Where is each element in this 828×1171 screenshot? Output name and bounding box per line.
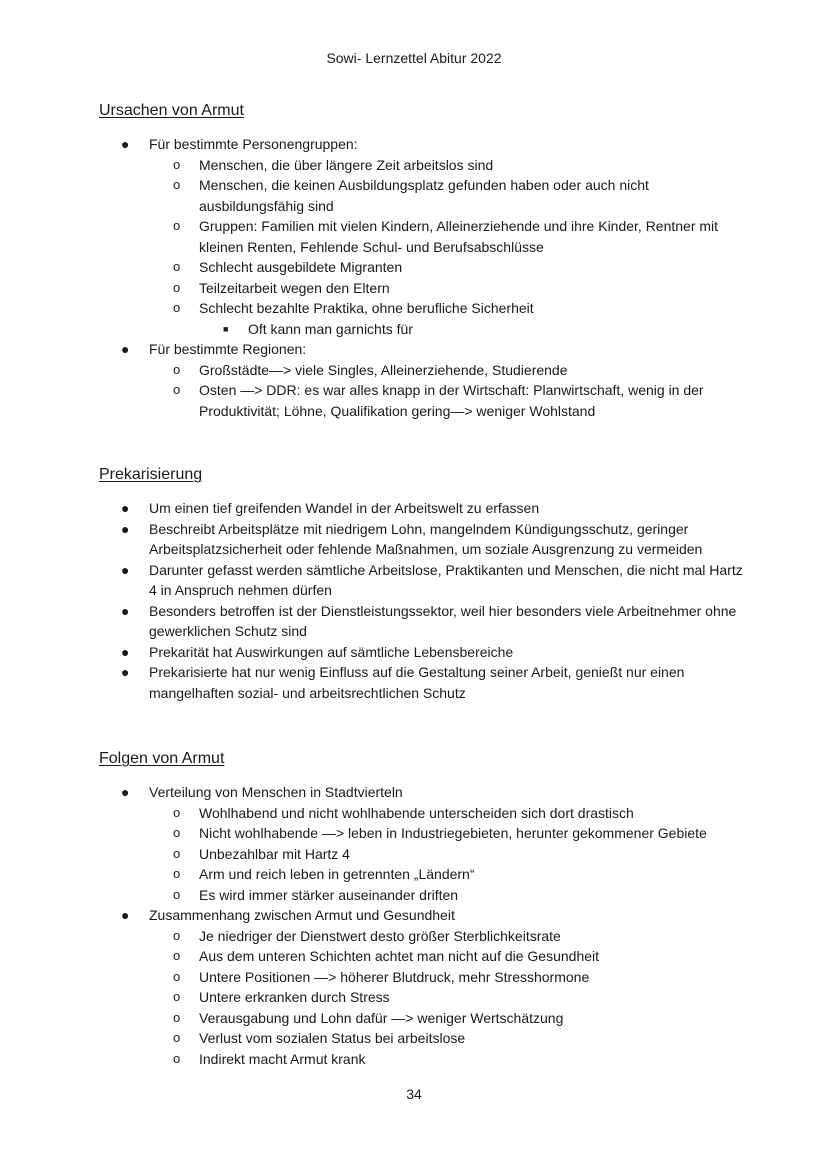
list-item: o Unbezahlbar mit Hartz 4 (0, 844, 828, 865)
list-item: o Verlust vom sozialen Status bei arbeitslose (0, 1028, 828, 1049)
circle-bullet-icon: o (173, 1050, 181, 1066)
list-item: o Wohlhabend und nicht wohlhabende unterscheiden sich dort drastisch (0, 803, 828, 824)
page-header: Sowi- Lernzettel Abitur 2022 (326, 50, 502, 66)
bullet-icon: ● (121, 136, 130, 152)
list-item: ● Beschreibt Arbeitsplätze mit niedrigem Lohn, mangelndem Kündigungsschutz, geringer Arbeitsplatzsicherheit oder fehlende Maßnahmen, um soziale Ausgrenzung zu vermeiden (121, 520, 703, 557)
circle-bullet-icon: o (173, 804, 181, 820)
circle-bullet-icon: o (173, 886, 181, 902)
list-item: ■ Oft kann man garnichts für (0, 319, 828, 340)
section-heading: Folgen von Armut (99, 750, 225, 767)
circle-bullet-icon: o (173, 927, 181, 943)
list-item: o Untere Positionen —> höherer Blutdruck, mehr Stresshormone (0, 967, 828, 988)
bullet-icon: ● (121, 561, 130, 578)
list-item: o Arm und reich leben in getrennten „Ländern“ (0, 864, 828, 885)
circle-bullet-icon: o (173, 1009, 181, 1025)
bullet-icon: ● (121, 664, 130, 680)
list-item: ● Prekarisierte hat nur wenig Einfluss auf die Gestaltung seiner Arbeit, genießt nur einen mangelhaften sozial- und arbeitsrechtlichen Schutz (121, 664, 685, 701)
circle-bullet-icon: o (173, 382, 181, 397)
bullet-icon: ● (121, 500, 130, 516)
section-heading: Ursachen von Armut (99, 102, 244, 119)
list-item: ● Besonders betroffen ist der Dienstleistungssektor, weil hier besonders viele Arbeitnehmer ohne gewerklichen Schutz sind (121, 602, 737, 639)
circle-bullet-icon: o (173, 866, 181, 881)
circle-bullet-icon: o (173, 845, 181, 861)
circle-bullet-icon: o (173, 1030, 181, 1045)
list-item: o Schlecht bezahlte Praktika, ohne berufliche Sicherheit (0, 298, 828, 319)
circle-bullet-icon: o (173, 279, 181, 295)
list-item: o Es wird immer stärker auseinander driften (0, 885, 828, 906)
section-heading: Prekarisierung (99, 466, 203, 483)
list-item: ● Für bestimmte Regionen: (0, 339, 828, 360)
circle-bullet-icon: o (173, 968, 181, 984)
list-item: o Menschen, die über längere Zeit arbeitslos sind (0, 155, 828, 176)
list-item: o Großstädte—> viele Singles, Alleinerziehende, Studierende (0, 360, 828, 381)
circle-bullet-icon: o (173, 948, 181, 963)
circle-bullet-icon: o (173, 259, 181, 274)
list-item: ● Verteilung von Menschen in Stadtvierteln (0, 782, 828, 803)
list-item: ● Um einen tief greifenden Wandel in der Arbeitswelt zu erfassen (0, 498, 828, 519)
bullet-icon: ● (121, 907, 130, 923)
square-bullet-icon: ■ (223, 323, 229, 334)
list-item: o Nicht wohlhabende —> leben in Industriegebieten, herunter gekommener Gebiete (0, 823, 828, 844)
circle-bullet-icon: o (173, 300, 181, 315)
bullet-icon: ● (121, 341, 130, 357)
circle-bullet-icon: o (173, 156, 181, 172)
list-item: ● Prekarität hat Auswirkungen auf sämtliche Lebensbereiche (0, 642, 828, 663)
circle-bullet-icon: o (173, 361, 181, 377)
list-item: ● Für bestimmte Personengruppen: (0, 134, 828, 155)
list-item: ● Darunter gefasst werden sämtliche Arbeitslose, Praktikanten und Menschen, die nicht mal Hartz 4 in Anspruch nehmen dürfen (121, 561, 743, 598)
bullet-icon: ● (121, 784, 130, 800)
list-item: o Menschen, die keinen Ausbildungsplatz gefunden haben oder auch nicht ausbildungsfähig sind (173, 177, 649, 214)
bullet-icon: ● (121, 520, 130, 537)
list-item: o Untere erkranken durch Stress (0, 987, 828, 1008)
circle-bullet-icon: o (173, 989, 181, 1004)
list-item: o Aus dem unteren Schichten achtet man nicht auf die Gesundheit (0, 946, 828, 967)
list-item: o Osten —> DDR: es war alles knapp in der Wirtschaft: Planwirtschaft, wenig in der Produktivität; Löhne, Qualifikation gering—> weniger Wohlstand (173, 382, 704, 419)
circle-bullet-icon: o (173, 825, 181, 840)
list-item: o Gruppen: Familien mit vielen Kindern, Alleinerziehende und ihre Kinder, Rentner mit kleinen Renten, Fehlende Schul- und Berufsabschlüsse (173, 218, 719, 255)
circle-bullet-icon: o (173, 218, 181, 233)
bullet-icon: ● (121, 643, 130, 660)
list-item: o Verausgabung und Lohn dafür —> weniger Wertschätzung (0, 1008, 828, 1029)
list-item: ● Zusammenhang zwischen Armut und Gesundheit (0, 905, 828, 926)
circle-bullet-icon: o (173, 177, 181, 192)
list-item: o Je niedriger der Dienstwert desto größer Sterblichkeitsrate (0, 926, 828, 947)
list-item: o Teilzeitarbeit wegen den Eltern (0, 278, 828, 299)
list-item: o Schlecht ausgebildete Migranten (0, 257, 828, 278)
list-item: o Indirekt macht Armut krank (0, 1049, 828, 1070)
bullet-icon: ● (121, 602, 130, 619)
page-number: 34 (406, 1086, 422, 1102)
